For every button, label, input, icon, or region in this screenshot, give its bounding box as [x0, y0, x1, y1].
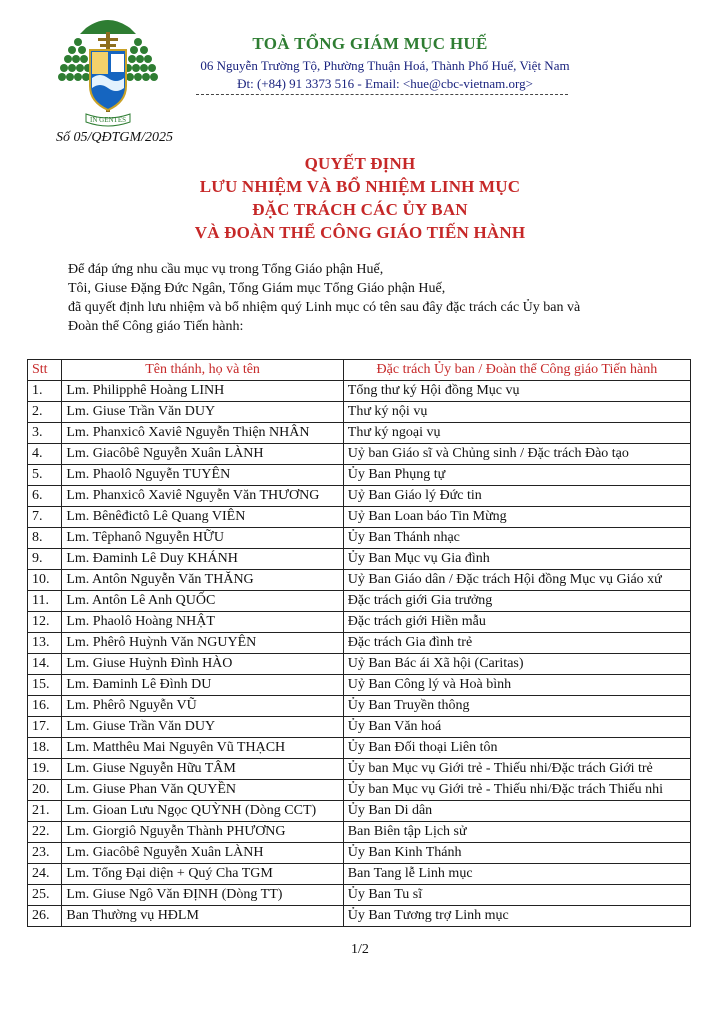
assignment-cell: Ủy Ban Phụng tự	[343, 465, 690, 486]
table-row	[28, 675, 691, 696]
assignment-cell: Uỷ Ban Loan báo Tin Mừng	[343, 507, 690, 528]
title-line: QUYẾT ĐỊNH	[304, 154, 416, 173]
priest-name-cell: Lm. Giuse Trần Văn DUY	[62, 402, 343, 423]
row-number-cell: 25.	[28, 885, 62, 906]
table-row	[28, 381, 691, 402]
priest-name-cell: Lm. Matthêu Mai Nguyên Vũ THẠCH	[62, 738, 343, 759]
assignment-cell: Uỷ ban Giáo sĩ và Chủng sinh / Đặc trách Đào tạo	[343, 444, 690, 465]
priest-name-cell: Lm. Bênêđictô Lê Quang VIÊN	[62, 507, 343, 528]
table-row	[28, 444, 691, 465]
row-number-cell: 18.	[28, 738, 62, 759]
table-row	[28, 423, 691, 444]
organization-name: TOÀ TỔNG GIÁM MỤC HUẾ	[252, 34, 488, 53]
table-header-row	[28, 360, 691, 381]
title-line: VÀ ĐOÀN THỂ CÔNG GIÁO TIẾN HÀNH	[194, 223, 526, 242]
column-header-name: Tên thánh, họ và tên	[62, 360, 343, 381]
assignment-cell: Uỷ Ban Giáo dân / Đặc trách Hội đồng Mục vụ Giáo xứ	[343, 570, 690, 591]
assignment-table	[27, 359, 691, 927]
priest-name-cell: Lm. Giuse Trần Văn DUY	[62, 717, 343, 738]
row-number-cell: 1.	[28, 381, 62, 402]
title-line: LƯU NHIỆM VÀ BỔ NHIỆM LINH MỤC	[199, 177, 521, 196]
priest-name-cell: Lm. Phêrô Nguyễn VŨ	[62, 696, 343, 717]
row-number-cell: 19.	[28, 759, 62, 780]
assignment-cell: Ủy Ban Thánh nhạc	[343, 528, 690, 549]
priest-name-cell: Lm. Phaolô Nguyễn TUYÊN	[62, 465, 343, 486]
priest-name-cell: Lm. Giuse Nguyễn Hữu TÂM	[62, 759, 343, 780]
priest-name-cell: Lm. Giacôbê Nguyễn Xuân LÀNH	[62, 843, 343, 864]
table-row	[28, 486, 691, 507]
table-row	[28, 738, 691, 759]
row-number-cell: 5.	[28, 465, 62, 486]
intro-line: đã quyết định lưu nhiệm và bổ nhiệm quý Linh mục có tên sau đây đặc trách các Ủy ban và	[68, 300, 581, 315]
row-number-cell: 21.	[28, 801, 62, 822]
priest-name-cell: Lm. Antôn Lê Anh QUỐC	[62, 591, 343, 612]
table-row	[28, 528, 691, 549]
column-header-duty: Đặc trách Ủy ban / Đoàn thể Công giáo Tiến hành	[343, 360, 690, 381]
row-number-cell: 6.	[28, 486, 62, 507]
row-number-cell: 15.	[28, 675, 62, 696]
row-number-cell: 23.	[28, 843, 62, 864]
row-number-cell: 26.	[28, 906, 62, 927]
row-number-cell: 22.	[28, 822, 62, 843]
row-number-cell: 20.	[28, 780, 62, 801]
row-number-cell: 3.	[28, 423, 62, 444]
assignment-cell: Đặc trách giới Gia trưởng	[343, 591, 690, 612]
row-number-cell: 12.	[28, 612, 62, 633]
row-number-cell: 4.	[28, 444, 62, 465]
table-row	[28, 696, 691, 717]
assignment-cell: Uỷ Ban Công lý và Hoà bình	[343, 675, 690, 696]
priest-name-cell: Lm. Đaminh Lê Duy KHÁNH	[62, 549, 343, 570]
assignment-cell: Thư ký nội vụ	[343, 402, 690, 423]
assignment-cell: Tổng thư ký Hội đồng Mục vụ	[343, 381, 690, 402]
table-row	[28, 549, 691, 570]
assignment-cell: Ủy ban Mục vụ Giới trẻ - Thiếu nhi/Đặc trách Thiếu nhi	[343, 780, 690, 801]
assignment-cell: Uỷ Ban Giáo lý Đức tin	[343, 486, 690, 507]
intro-line: Đoàn thể Công giáo Tiến hành:	[68, 319, 244, 334]
priest-name-cell: Lm. Giuse Phan Văn QUYỀN	[62, 780, 343, 801]
table-row	[28, 801, 691, 822]
assignment-cell: Ủy Ban Tu sĩ	[343, 885, 690, 906]
priest-name-cell: Lm. Philipphê Hoàng LINH	[62, 381, 343, 402]
table-row	[28, 612, 691, 633]
assignment-cell: Đặc trách Gia đình trẻ	[343, 633, 690, 654]
assignment-cell: Ủy ban Mục vụ Giới trẻ - Thiếu nhi/Đặc trách Giới trẻ	[343, 759, 690, 780]
table-row	[28, 570, 691, 591]
column-header-stt: Stt	[28, 360, 62, 381]
row-number-cell: 8.	[28, 528, 62, 549]
row-number-cell: 10.	[28, 570, 62, 591]
archdiocese-crest-logo	[56, 14, 160, 134]
priest-name-cell: Lm. Têphanô Nguyễn HỮU	[62, 528, 343, 549]
table-row	[28, 822, 691, 843]
table-row	[28, 465, 691, 486]
assignment-cell: Uỷ Ban Bác ái Xã hội (Caritas)	[343, 654, 690, 675]
table-row	[28, 717, 691, 738]
decision-title	[0, 152, 720, 244]
row-number-cell: 2.	[28, 402, 62, 423]
priest-name-cell: Lm. Giorgiô Nguyễn Thành PHƯƠNG	[62, 822, 343, 843]
assignment-cell: Ủy Ban Đối thoại Liên tôn	[343, 738, 690, 759]
table-row	[28, 633, 691, 654]
priest-name-cell: Lm. Đaminh Lê Đình DU	[62, 675, 343, 696]
organization-address: 06 Nguyễn Trường Tộ, Phường Thuận Hoá, Thành Phố Huế, Việt Nam	[200, 58, 570, 73]
intro-paragraph	[68, 260, 688, 336]
assignment-cell: Thư ký ngoại vụ	[343, 423, 690, 444]
row-number-cell: 11.	[28, 591, 62, 612]
row-number-cell: 9.	[28, 549, 62, 570]
organization-contact: Đt: (+84) 91 3373 516 - Email: <hue@cbc-vietnam.org>	[237, 76, 533, 91]
assignment-cell: Ủy Ban Kinh Thánh	[343, 843, 690, 864]
table-row	[28, 780, 691, 801]
priest-name-cell: Lm. Phanxicô Xaviê Nguyễn Văn THƯƠNG	[62, 486, 343, 507]
assignment-cell: Ủy Ban Mục vụ Gia đình	[343, 549, 690, 570]
table-row	[28, 402, 691, 423]
row-number-cell: 17.	[28, 717, 62, 738]
row-number-cell: 14.	[28, 654, 62, 675]
priest-name-cell: Lm. Phanxicô Xaviê Nguyễn Thiện NHÂN	[62, 423, 343, 444]
row-number-cell: 13.	[28, 633, 62, 654]
priest-name-cell: Lm. Tổng Đại diện + Quý Cha TGM	[62, 864, 343, 885]
assignment-cell: Ban Tang lễ Linh mục	[343, 864, 690, 885]
table-row	[28, 654, 691, 675]
priest-name-cell: Lm. Giuse Ngô Văn ĐỊNH (Dòng TT)	[62, 885, 343, 906]
priest-name-cell: Ban Thường vụ HĐLM	[62, 906, 343, 927]
table-row	[28, 591, 691, 612]
page-number: 1/2	[351, 942, 369, 957]
priest-name-cell: Lm. Giuse Huỳnh Đình HÀO	[62, 654, 343, 675]
table-row	[28, 843, 691, 864]
assignment-cell: Đặc trách giới Hiền mẫu	[343, 612, 690, 633]
row-number-cell: 16.	[28, 696, 62, 717]
intro-line: Tôi, Giuse Đặng Đức Ngân, Tổng Giám mục Tổng Giáo phận Huế,	[68, 281, 446, 296]
row-number-cell: 7.	[28, 507, 62, 528]
table-row	[28, 759, 691, 780]
title-line: ĐẶC TRÁCH CÁC ỦY BAN	[252, 200, 468, 219]
assignment-cell: Ủy Ban Di dân	[343, 801, 690, 822]
priest-name-cell: Lm. Phêrô Huỳnh Văn NGUYÊN	[62, 633, 343, 654]
table-body	[28, 381, 691, 927]
assignment-cell: Ban Biên tập Lịch sử	[343, 822, 690, 843]
table-row	[28, 906, 691, 927]
intro-line: Để đáp ứng nhu cầu mục vụ trong Tổng Giáo phận Huế,	[68, 262, 384, 277]
priest-name-cell: Lm. Phaolô Hoàng NHẬT	[62, 612, 343, 633]
assignment-cell: Ủy Ban Truyền thông	[343, 696, 690, 717]
document-number: Số 05/QĐTGM/2025	[56, 130, 174, 145]
priest-name-cell: Lm. Antôn Nguyễn Văn THĂNG	[62, 570, 343, 591]
table-row	[28, 864, 691, 885]
row-number-cell: 24.	[28, 864, 62, 885]
crest-motto-text: IN GENTES	[90, 116, 126, 124]
table-row	[28, 885, 691, 906]
assignment-cell: Ủy Ban Tương trợ Linh mục	[343, 906, 690, 927]
priest-name-cell: Lm. Giacôbê Nguyễn Xuân LÀNH	[62, 444, 343, 465]
table-row	[28, 507, 691, 528]
priest-name-cell: Lm. Gioan Lưu Ngọc QUỲNH (Dòng CCT)	[62, 801, 343, 822]
header-divider	[196, 94, 568, 95]
assignment-cell: Ủy Ban Văn hoá	[343, 717, 690, 738]
